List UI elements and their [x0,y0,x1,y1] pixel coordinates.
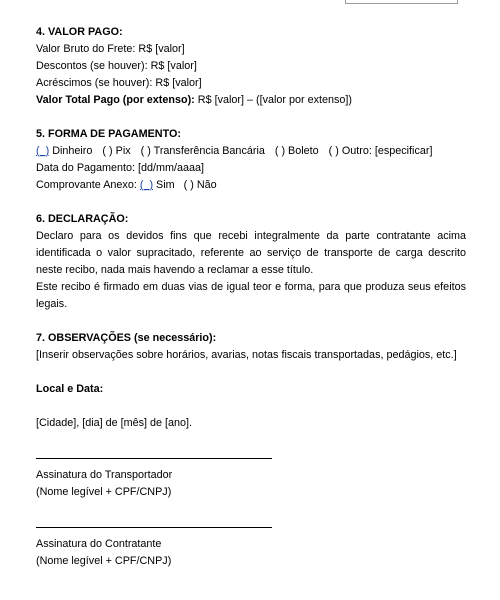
declaracao-paragraph-1: Declaro para os devidos fins que recebi integralmente da parte contratante acima identificada o valor supracitado, referente ao serviço de transporte de carga descrito neste recibo, nada mais havendo a reclamar a esse título. [36,230,466,276]
signature-label: Assinatura do Contratante [36,538,162,550]
section-local-data [36,381,466,432]
comprovante-label: Comprovante Anexo: [36,179,140,191]
header-box-edge [345,0,458,4]
local-data-heading: Local e Data: [36,383,104,395]
document-body [36,24,466,570]
valor-total-value: R$ [valor] – ([valor por extenso]) [194,94,353,106]
option-pix[interactable]: ( ) Pix [102,145,131,157]
descontos-line: Descontos (se houver): R$ [valor] [36,60,197,72]
signature-line [36,527,272,528]
signature-sublabel: (Nome legível + CPF/CNPJ) [36,486,172,498]
option-outro[interactable]: ( ) Outro: [especificar] [328,145,433,157]
payment-options-line [36,143,466,160]
section-heading: 6. DECLARAÇÃO: [36,213,129,225]
option-dinheiro[interactable]: (_) Dinheiro [36,145,93,157]
signature-sublabel: (Nome legível + CPF/CNPJ) [36,555,172,567]
valor-bruto-line: Valor Bruto do Frete: R$ [valor] [36,43,185,55]
signature-contratante [36,527,466,570]
valor-total-label: Valor Total Pago (por extenso): [36,94,195,106]
valor-total-line [36,92,466,109]
signature-transportador [36,458,466,501]
data-pagamento-line: Data do Pagamento: [dd/mm/aaaa] [36,162,205,174]
section-heading: 5. FORMA DE PAGAMENTO: [36,128,181,140]
acrescimos-line: Acréscimos (se houver): R$ [valor] [36,77,202,89]
observacoes-text: [Inserir observações sobre horários, avarias, notas fiscais transportadas, pedágios, etc.] [36,349,457,361]
comprovante-nao[interactable]: ( ) Não [183,179,217,191]
option-transferencia[interactable]: ( ) Transferência Bancária [140,145,265,157]
section-observacoes [36,330,466,364]
comprovante-line [36,177,466,194]
section-valor-pago [36,24,466,109]
section-declaracao [36,211,466,313]
comprovante-sim[interactable]: (_) Sim [139,179,175,191]
section-heading: 4. VALOR PAGO: [36,26,123,38]
signature-line [36,458,272,459]
checkbox-mark[interactable]: (_) [36,145,50,157]
section-forma-pagamento [36,126,466,194]
signature-label: Assinatura do Transportador [36,469,173,481]
section-heading: 7. OBSERVAÇÕES (se necessário): [36,332,217,344]
option-boleto[interactable]: ( ) Boleto [274,145,319,157]
local-data-text: [Cidade], [dia] de [mês] de [ano]. [36,417,193,429]
checkbox-mark[interactable]: (_) [139,179,154,191]
declaracao-paragraph-2: Este recibo é firmado em duas vias de igual teor e forma, para que produza seus efeitos legais. [36,281,466,310]
